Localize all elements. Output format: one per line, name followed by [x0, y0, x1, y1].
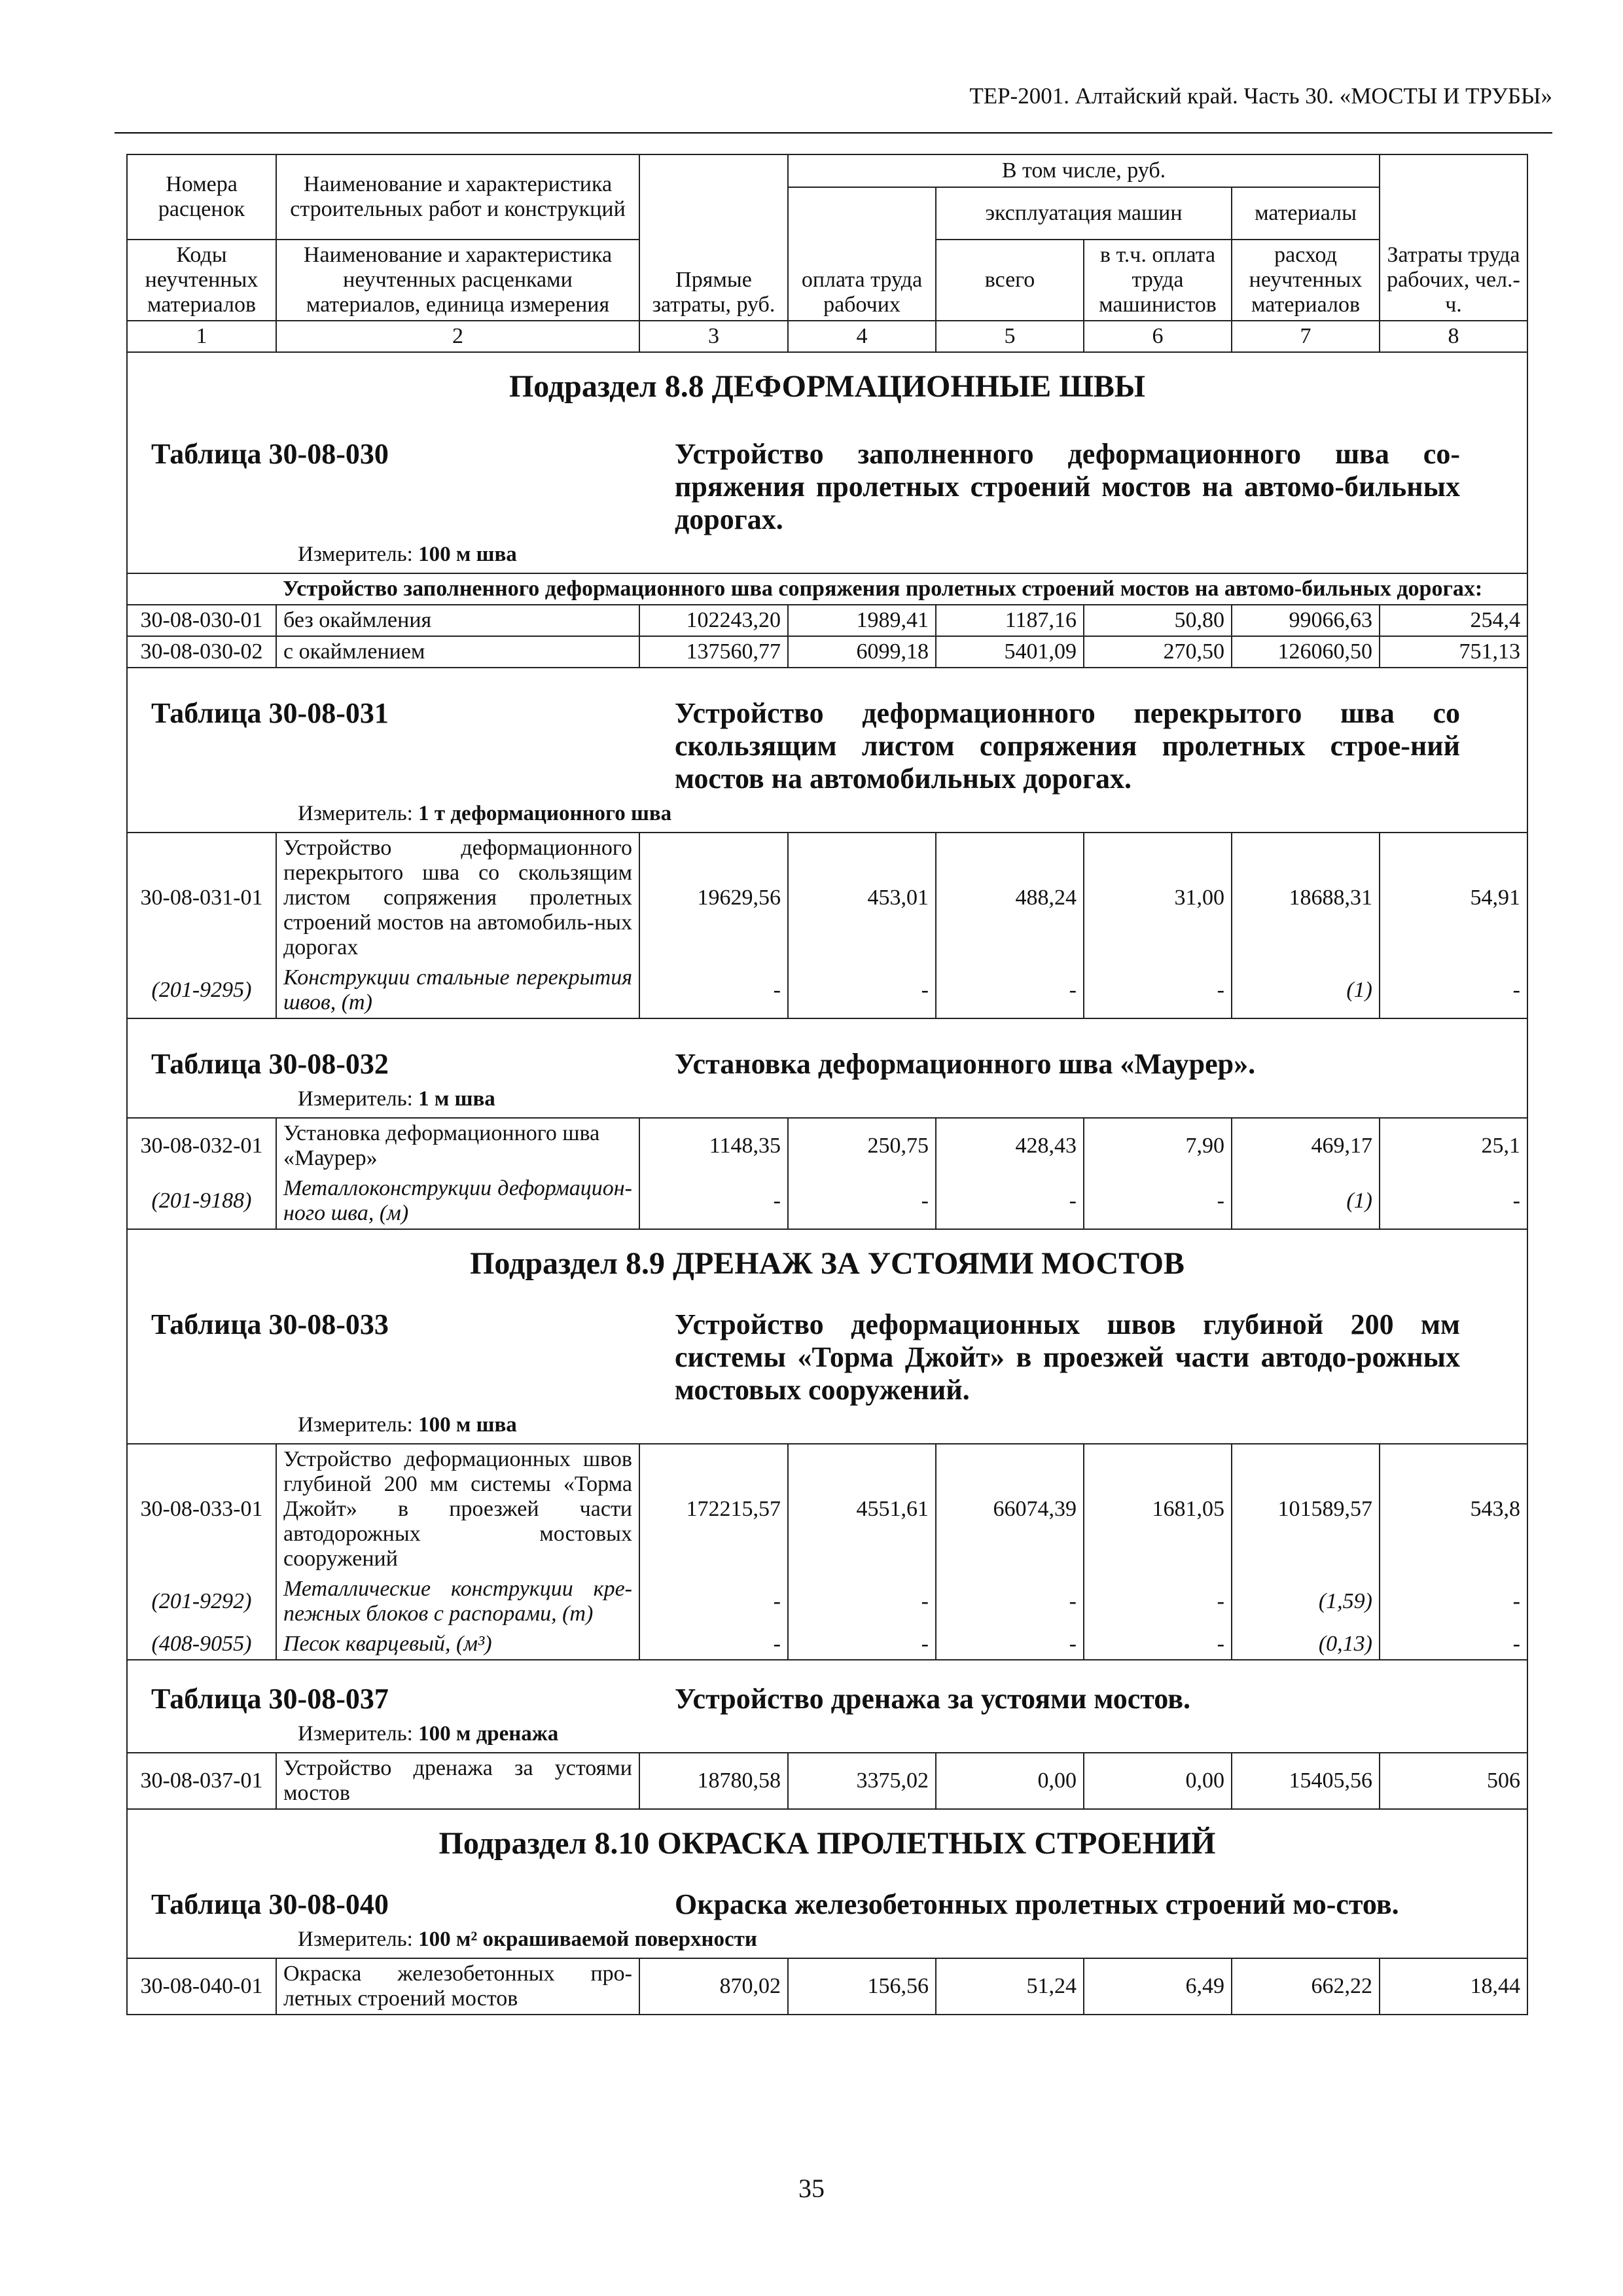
col-number: 6 — [1084, 321, 1232, 352]
machinists-pay: 50,80 — [1084, 605, 1232, 636]
machinists-pay: 31,00 — [1084, 833, 1232, 963]
rate-name: Устройство дренажа за устоями мостов — [276, 1753, 639, 1809]
dash: - — [936, 1174, 1084, 1229]
labor-hours: 18,44 — [1380, 1958, 1527, 2015]
dash: - — [639, 963, 788, 1018]
direct-cost: 870,02 — [639, 1958, 788, 2015]
materials: 18688,31 — [1232, 833, 1380, 963]
dash: - — [1380, 963, 1527, 1018]
labor-hours: 25,1 — [1380, 1118, 1527, 1174]
col-number: 1 — [127, 321, 276, 352]
machines-total: 0,00 — [936, 1753, 1084, 1809]
header-title: ТЕР-2001. Алтайский край. Часть 30. «МОСТЫ И ТРУБЫ» — [969, 83, 1552, 109]
machinists-pay: 270,50 — [1084, 636, 1232, 668]
dash: - — [1380, 1174, 1527, 1229]
table-row — [127, 636, 1527, 668]
labor-hours: 506 — [1380, 1753, 1527, 1809]
col-number: 4 — [788, 321, 936, 352]
column-numbers-row — [127, 321, 1527, 352]
table-032-meter: Измеритель: 1 м шва — [298, 1087, 495, 1111]
page-number: 35 — [798, 2174, 825, 2203]
direct-cost: 18780,58 — [639, 1753, 788, 1809]
table-030-heading-row — [127, 352, 1527, 573]
material-row — [127, 1174, 1527, 1229]
dash: - — [1380, 1629, 1527, 1660]
materials: 662,22 — [1232, 1958, 1380, 2015]
rate-name: без окаймления — [276, 605, 639, 636]
material-name: Конструкции стальные перекрытия швов, (т) — [276, 963, 639, 1018]
rate-code: 30-08-040-01 — [127, 1958, 276, 2015]
table-row — [127, 1118, 1527, 1174]
table-030-number: Таблица 30-08-030 — [151, 438, 389, 470]
table-row — [127, 605, 1527, 636]
table-030-title: Устройство заполненного деформационного шва со-пряжения пролетных строений мостов на автомо-бильных дорогах. — [675, 438, 1460, 535]
dash: - — [1084, 1629, 1232, 1660]
material-qty: (1) — [1232, 1174, 1380, 1229]
group-incl: В том числе, руб. — [788, 154, 1380, 187]
materials: 469,17 — [1232, 1118, 1380, 1174]
rate-code: 30-08-031-01 — [127, 833, 276, 963]
subsection-8-9-title: Подраздел 8.9 ДРЕНАЖ ЗА УСТОЯМИ МОСТОВ — [470, 1246, 1185, 1281]
material-qty: (0,13) — [1232, 1629, 1380, 1660]
subsection-8-8-title: Подраздел 8.8 ДЕФОРМАЦИОННЫЕ ШВЫ — [508, 369, 1146, 404]
dash: - — [788, 1574, 936, 1629]
machines-total: 5401,09 — [936, 636, 1084, 668]
direct-cost: 137560,77 — [639, 636, 788, 668]
table-037-heading-row — [127, 1660, 1527, 1753]
col1-bottom: Коды неучтенных материалов — [127, 240, 276, 321]
dash: - — [936, 1574, 1084, 1629]
table-031-number: Таблица 30-08-031 — [151, 697, 389, 729]
table-033-title: Устройство деформационных швов глубиной 200 мм системы «Торма Джойт» в проезжей части автодо-рожных мостовых сооружений. — [675, 1308, 1460, 1406]
table-row — [127, 1958, 1527, 2015]
col-number: 8 — [1380, 321, 1527, 352]
group-materials: материалы — [1232, 187, 1380, 240]
rate-name: Установка деформационного шва «Маурер» — [276, 1118, 639, 1174]
material-qty: (1,59) — [1232, 1574, 1380, 1629]
machinists-pay: 0,00 — [1084, 1753, 1232, 1809]
machines-total: 51,24 — [936, 1958, 1084, 2015]
dash: - — [788, 963, 936, 1018]
labor-pay: 250,75 — [788, 1118, 936, 1174]
table-030-group-row — [127, 573, 1527, 605]
table-037-meter: Измеритель: 100 м дренажа — [298, 1722, 559, 1746]
subsection-8-10-title: Подраздел 8.10 ОКРАСКА ПРОЛЕТНЫХ СТРОЕНИЙ — [438, 1826, 1216, 1861]
material-qty: (1) — [1232, 963, 1380, 1018]
table-040-meter: Измеритель: 100 м² окрашиваемой поверхности — [298, 1928, 757, 1951]
direct-cost: 1148,35 — [639, 1118, 788, 1174]
machinists-pay: 6,49 — [1084, 1958, 1232, 2015]
materials: 101589,57 — [1232, 1444, 1380, 1574]
table-031-heading-row — [127, 668, 1527, 833]
dash: - — [639, 1174, 788, 1229]
machines-total: 488,24 — [936, 833, 1084, 963]
table-032-heading-row — [127, 1018, 1527, 1118]
table-033-heading-row — [127, 1229, 1527, 1444]
direct-cost: 19629,56 — [639, 833, 788, 963]
dash: - — [788, 1629, 936, 1660]
table-row — [127, 833, 1527, 963]
labor-hours: 54,91 — [1380, 833, 1527, 963]
table-030-group-label: Устройство заполненного деформационного шва сопряжения пролетных строений мостов на автомо-бильных дорогах: — [276, 573, 1527, 605]
running-header — [115, 80, 1552, 134]
dash: - — [936, 1629, 1084, 1660]
table-037-number: Таблица 30-08-037 — [151, 1683, 389, 1715]
rate-code: 30-08-030-01 — [127, 605, 276, 636]
labor-pay: 4551,61 — [788, 1444, 936, 1574]
col3-head: Прямые затраты, руб. — [639, 154, 788, 321]
rate-code: 30-08-032-01 — [127, 1118, 276, 1174]
rates-table — [126, 154, 1528, 2015]
rate-name: с окаймлением — [276, 636, 639, 668]
col8-head: Затраты труда рабочих, чел.-ч. — [1380, 154, 1527, 321]
material-name: Металлические конструкции кре-пежных блоков с распорами, (т) — [276, 1574, 639, 1629]
group-machines: эксплуатация машин — [936, 187, 1232, 240]
material-code: (201-9292) — [127, 1574, 276, 1629]
machines-total: 428,43 — [936, 1118, 1084, 1174]
dash: - — [639, 1629, 788, 1660]
col2-bottom: Наименование и характеристика неучтенных расценками материалов, единица измерения — [276, 240, 639, 321]
header-row-1 — [127, 154, 1527, 187]
material-code: (201-9295) — [127, 963, 276, 1018]
col4-head: оплата труда рабочих — [788, 187, 936, 321]
table-row — [127, 1753, 1527, 1809]
col-number: 3 — [639, 321, 788, 352]
col-number: 5 — [936, 321, 1084, 352]
materials: 99066,63 — [1232, 605, 1380, 636]
table-row — [127, 1444, 1527, 1574]
material-name: Металлоконструкции деформацион-ного шва, (м) — [276, 1174, 639, 1229]
material-row — [127, 963, 1527, 1018]
material-name: Песок кварцевый, (м³) — [276, 1629, 639, 1660]
dash: - — [936, 963, 1084, 1018]
table-032-title: Установка деформационного шва «Маурер». — [675, 1048, 1256, 1080]
table-033-meter: Измеритель: 100 м шва — [298, 1413, 517, 1437]
direct-cost: 102243,20 — [639, 605, 788, 636]
dash: - — [1380, 1574, 1527, 1629]
col1-top: Номера расценок — [127, 154, 276, 240]
table-040-number: Таблица 30-08-040 — [151, 1888, 389, 1920]
rate-name: Устройство деформационного перекрытого шва со скользящим листом сопряжения пролетных строений мостов на автомобиль-ных дорогах — [276, 833, 639, 963]
material-code: (408-9055) — [127, 1629, 276, 1660]
labor-pay: 6099,18 — [788, 636, 936, 668]
dash: - — [1084, 1574, 1232, 1629]
materials: 126060,50 — [1232, 636, 1380, 668]
machinists-pay: 1681,05 — [1084, 1444, 1232, 1574]
table-040-title: Окраска железобетонных пролетных строений мо-стов. — [675, 1888, 1399, 1920]
labor-pay: 453,01 — [788, 833, 936, 963]
rate-code: 30-08-033-01 — [127, 1444, 276, 1574]
col6-head: в т.ч. оплата труда машинистов — [1084, 240, 1232, 321]
table-030-meter: Измеритель: 100 м шва — [298, 543, 517, 566]
table-032-number: Таблица 30-08-032 — [151, 1048, 389, 1080]
dash: - — [1084, 963, 1232, 1018]
table-040-heading-row — [127, 1809, 1527, 1958]
col5-head: всего — [936, 240, 1084, 321]
materials: 15405,56 — [1232, 1753, 1380, 1809]
dash: - — [1084, 1174, 1232, 1229]
col-number: 2 — [276, 321, 639, 352]
labor-pay: 3375,02 — [788, 1753, 936, 1809]
material-row — [127, 1574, 1527, 1629]
table-031-title: Устройство деформационного перекрытого шва со скользящим листом сопряжения пролетных строе-ний мостов на автомобильных дорогах. — [675, 697, 1460, 795]
table-033-number: Таблица 30-08-033 — [151, 1308, 389, 1340]
dash: - — [788, 1174, 936, 1229]
labor-hours: 543,8 — [1380, 1444, 1527, 1574]
rate-name: Устройство деформационных швов глубиной 200 мм системы «Торма Джойт» в проезжей части автодорожных мостовых сооружений — [276, 1444, 639, 1574]
col-number: 7 — [1232, 321, 1380, 352]
labor-pay: 1989,41 — [788, 605, 936, 636]
labor-hours: 254,4 — [1380, 605, 1527, 636]
machines-total: 66074,39 — [936, 1444, 1084, 1574]
rate-code: 30-08-037-01 — [127, 1753, 276, 1809]
col7-head: расход неучтенных материалов — [1232, 240, 1380, 321]
table-037-title: Устройство дренажа за устоями мостов. — [675, 1683, 1190, 1715]
direct-cost: 172215,57 — [639, 1444, 788, 1574]
machines-total: 1187,16 — [936, 605, 1084, 636]
labor-hours: 751,13 — [1380, 636, 1527, 668]
rate-name: Окраска железобетонных про-летных строений мостов — [276, 1958, 639, 2015]
material-row — [127, 1629, 1527, 1660]
col2-top: Наименование и характеристика строительных работ и конструкций — [276, 154, 639, 240]
rate-code: 30-08-030-02 — [127, 636, 276, 668]
dash: - — [639, 1574, 788, 1629]
material-code: (201-9188) — [127, 1174, 276, 1229]
labor-pay: 156,56 — [788, 1958, 936, 2015]
table-031-meter: Измеритель: 1 т деформационного шва — [298, 802, 672, 825]
machinists-pay: 7,90 — [1084, 1118, 1232, 1174]
